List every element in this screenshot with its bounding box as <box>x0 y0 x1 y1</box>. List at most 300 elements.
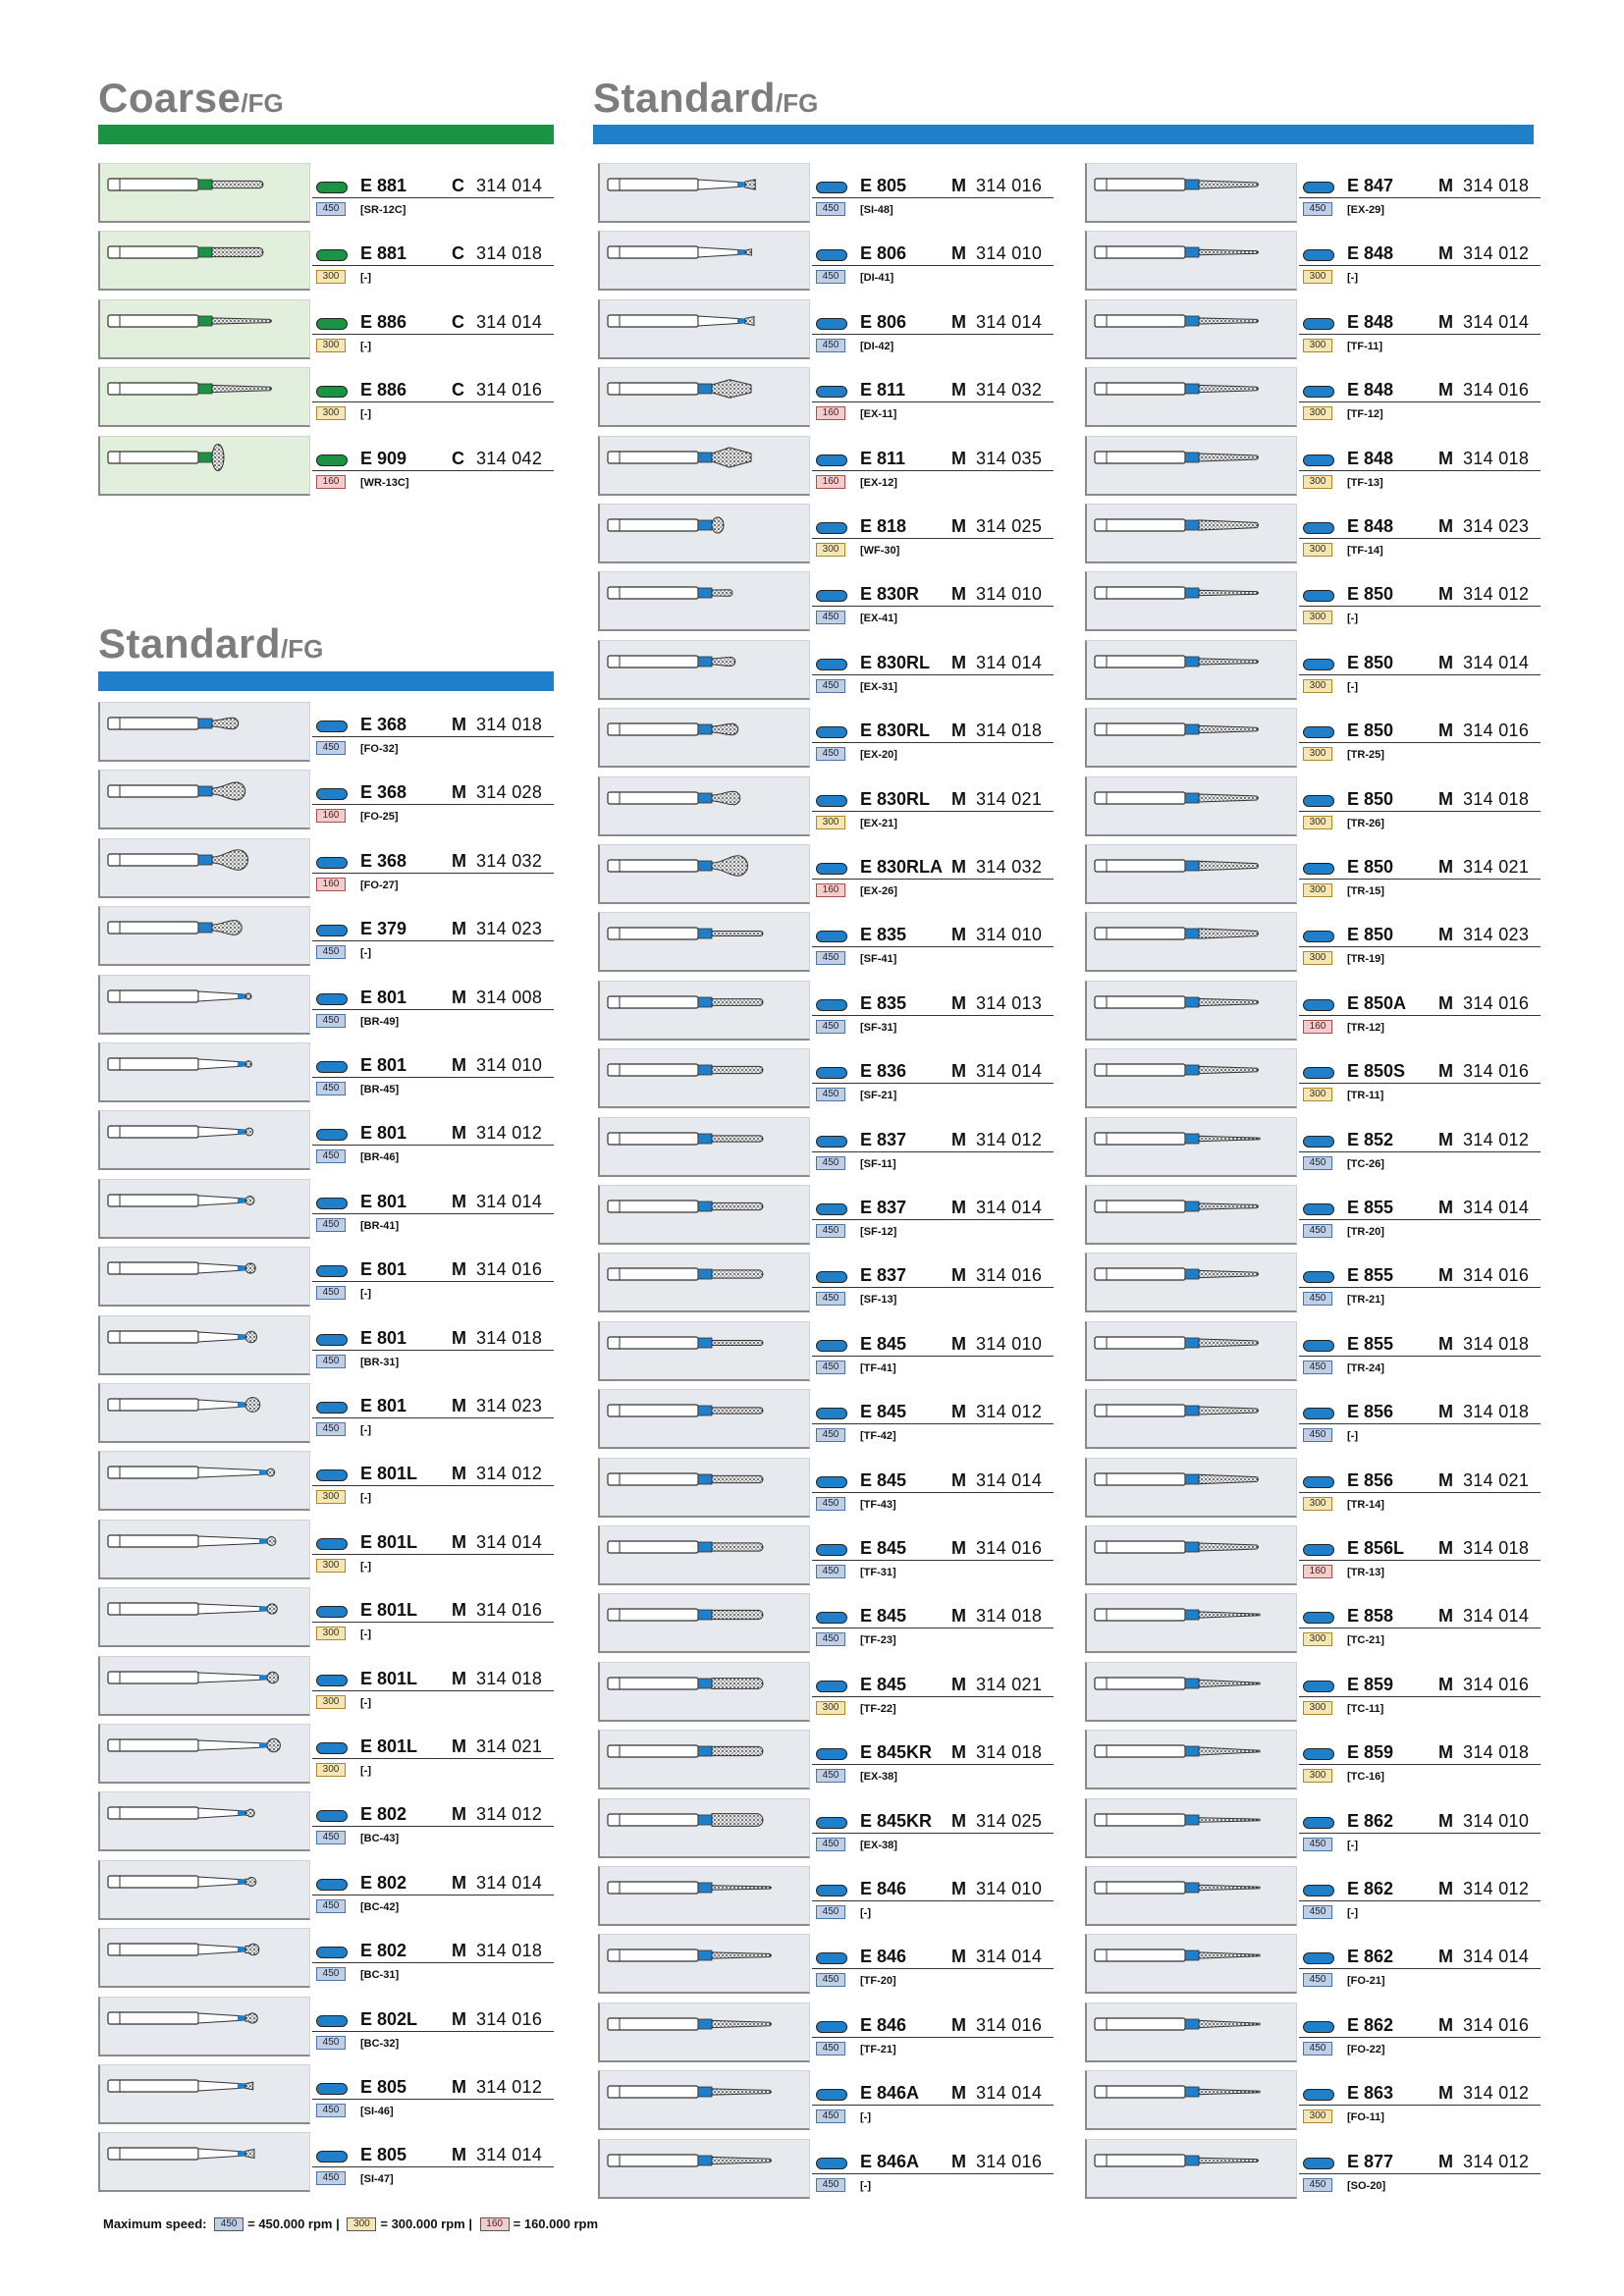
row-divider <box>812 1356 1054 1357</box>
bur-code: E 850A <box>1347 992 1407 1013</box>
iso-code: [SI-47] <box>360 2173 394 2186</box>
bur-ref-number: 314 014 <box>476 311 543 332</box>
bur-row <box>1085 1593 1541 1656</box>
bur-thumbnail <box>98 1315 310 1375</box>
bur-grit: M <box>452 2077 466 2097</box>
bur-drawing <box>1095 1268 1259 1280</box>
bur-code: E 801 <box>360 1055 407 1075</box>
speed-badge: 450 <box>316 1149 346 1163</box>
bur-row <box>598 231 1054 294</box>
bur-code: E 886 <box>360 380 407 400</box>
bur-code: E 835 <box>860 992 907 1013</box>
bur-drawing <box>608 2086 772 2098</box>
row-divider <box>812 1900 1054 1901</box>
bur-icon <box>600 1663 809 1720</box>
bur-icon <box>1087 1867 1296 1924</box>
bur-head <box>1199 794 1259 802</box>
bur-head <box>1199 998 1259 1005</box>
bur-row <box>598 1730 1054 1792</box>
bur-icon <box>600 1935 809 1992</box>
bur-ref-number: 314 018 <box>976 721 1043 741</box>
bur-ref-number: 314 018 <box>1463 1333 1530 1354</box>
coarse-heading <box>98 75 284 122</box>
bur-head <box>1199 250 1259 255</box>
bur-grit: C <box>452 243 464 264</box>
bur-thumbnail <box>1085 844 1297 904</box>
bur-thumbnail <box>598 1185 810 1245</box>
bur-grit: M <box>1438 1810 1453 1831</box>
bur-row <box>1085 231 1541 294</box>
bur-thumbnail <box>1085 1730 1297 1789</box>
speed-badge: 450 <box>1303 202 1332 216</box>
bur-thumbnail <box>1085 776 1297 836</box>
bur-head <box>1199 520 1259 530</box>
bur-row <box>98 1383 554 1446</box>
bur-drawing <box>608 315 754 327</box>
speed-badge: 300 <box>1303 406 1332 420</box>
grit-color-icon <box>816 1408 847 1419</box>
bur-row <box>598 163 1054 226</box>
bur-row <box>1085 1730 1541 1792</box>
iso-code: [TF-23] <box>860 1634 896 1647</box>
bur-grit: M <box>951 1947 966 1967</box>
bur-head <box>245 993 251 999</box>
grit-color-icon <box>1303 1408 1334 1419</box>
bur-drawing <box>608 656 735 667</box>
grit-color-icon <box>1303 659 1334 670</box>
standard-heading-main-title: Standard <box>593 75 777 121</box>
iso-code: [-] <box>1347 272 1358 285</box>
bur-thumbnail <box>1085 640 1297 700</box>
bur-drawing <box>1095 1882 1260 1894</box>
bur-row <box>1085 912 1541 975</box>
row-divider <box>312 1077 554 1078</box>
bur-row <box>598 2002 1054 2065</box>
bur-ref-number: 314 018 <box>476 1668 543 1688</box>
speed-badge: 450 <box>316 1014 346 1028</box>
bur-thumbnail <box>598 776 810 836</box>
grit-color-icon <box>1303 590 1334 602</box>
bur-icon <box>1087 1322 1296 1379</box>
bur-thumbnail <box>598 571 810 631</box>
speed-badge: 450 <box>816 1632 845 1646</box>
speed-badge: 160 <box>316 809 346 823</box>
row-divider <box>812 879 1054 880</box>
row-divider <box>312 1826 554 1827</box>
bur-icon <box>600 2071 809 2128</box>
iso-code: [-] <box>360 1765 371 1777</box>
bur-code: E 846A <box>860 2151 920 2171</box>
bur-drawing <box>1095 928 1259 939</box>
bur-head <box>712 856 748 876</box>
bur-ref-number: 314 018 <box>1463 788 1530 809</box>
bur-row <box>98 975 554 1038</box>
bur-code: E 848 <box>1347 311 1394 332</box>
bur-ref-number: 314 014 <box>1463 1947 1530 1967</box>
row-divider <box>812 401 1054 402</box>
grit-color-icon <box>1303 2021 1334 2033</box>
bur-grit: M <box>951 1674 966 1694</box>
bur-head <box>212 782 245 800</box>
iso-code: [TC-11] <box>1347 1702 1384 1715</box>
row-divider <box>312 2099 554 2100</box>
bur-icon <box>600 1254 809 1310</box>
bur-drawing <box>108 1672 279 1683</box>
bur-thumbnail <box>598 2070 810 2130</box>
grit-color-icon <box>316 318 348 330</box>
bur-code: E 845 <box>860 1606 907 1627</box>
bur-row <box>1085 1866 1541 1929</box>
bur-row <box>1085 1117 1541 1180</box>
iso-code: [SI-46] <box>360 2106 394 2117</box>
speed-badge: 160 <box>816 883 845 897</box>
bur-row <box>1085 1798 1541 1861</box>
bur-row <box>598 299 1054 362</box>
grit-color-icon <box>1303 1612 1334 1624</box>
bur-head <box>712 1611 763 1620</box>
bur-icon <box>600 845 809 902</box>
bur-code: E 802 <box>360 1804 407 1825</box>
grit-color-icon <box>816 1544 847 1556</box>
bur-grit: M <box>951 516 966 536</box>
grit-color-icon <box>1303 1067 1334 1079</box>
grit-color-icon <box>316 2083 348 2095</box>
speed-badge: 450 <box>316 741 346 755</box>
grit-color-icon <box>316 1402 348 1414</box>
row-divider <box>1299 265 1541 266</box>
row-divider <box>1299 1560 1541 1561</box>
bur-drawing <box>108 1058 251 1070</box>
bur-thumbnail <box>598 1253 810 1312</box>
bur-icon <box>600 572 809 629</box>
row-divider <box>1299 1015 1541 1016</box>
bur-code: E 859 <box>1347 1674 1394 1694</box>
bur-head <box>712 1886 772 1890</box>
bur-ref-number: 314 016 <box>1463 2014 1530 2035</box>
iso-code: [TR-19] <box>1347 953 1384 966</box>
bur-code: E 806 <box>860 311 907 332</box>
bur-ref-number: 314 010 <box>976 1333 1043 1354</box>
bur-ref-number: 314 014 <box>1463 652 1530 672</box>
row-divider <box>312 1350 554 1351</box>
iso-code: [TF-12] <box>1347 408 1383 421</box>
bur-head <box>712 998 763 1005</box>
bur-code: E 830RL <box>860 652 931 672</box>
row-divider <box>812 742 1054 743</box>
bur-ref-number: 314 016 <box>976 1265 1043 1286</box>
bur-row <box>98 231 554 294</box>
speed-badge: 450 <box>316 1286 346 1300</box>
bur-drawing <box>1095 1745 1260 1757</box>
speed-badge: 300 <box>1303 1088 1332 1101</box>
row-divider <box>1299 1151 1541 1152</box>
grit-color-icon <box>316 1742 348 1754</box>
row-divider <box>312 1554 554 1555</box>
bur-thumbnail <box>98 1860 310 1920</box>
bur-thumbnail <box>1085 367 1297 427</box>
bur-icon <box>1087 641 1296 698</box>
bur-drawing <box>108 2148 254 2160</box>
grit-color-icon <box>1303 1136 1334 1148</box>
bur-ref-number: 314 016 <box>1463 1265 1530 1286</box>
bur-drawing <box>1095 179 1259 190</box>
bur-code: E 845 <box>860 1333 907 1354</box>
bur-head <box>712 1678 763 1688</box>
row-divider <box>812 1287 1054 1288</box>
bur-icon <box>1087 2003 1296 2060</box>
bur-drawing <box>608 179 755 190</box>
bur-icon <box>100 976 309 1033</box>
bur-code: E 811 <box>860 380 906 400</box>
bur-icon <box>100 1725 309 1782</box>
bur-ref-number: 314 016 <box>1463 721 1530 741</box>
grit-color-icon <box>1303 795 1334 807</box>
grit-color-icon <box>316 1947 348 1958</box>
bur-ref-number: 314 025 <box>976 516 1043 536</box>
bur-row <box>598 1525 1054 1588</box>
bur-ref-number: 314 018 <box>476 1327 543 1348</box>
bur-code: E 846 <box>860 1879 907 1898</box>
bur-row <box>98 1997 554 2059</box>
bur-ref-number: 314 012 <box>976 1129 1043 1149</box>
bur-ref-number: 314 014 <box>976 1947 1043 1967</box>
iso-code: [-] <box>1347 1839 1358 1851</box>
bur-grit: M <box>951 652 966 672</box>
iso-code: [TR-15] <box>1347 885 1384 897</box>
bur-icon <box>600 300 809 357</box>
iso-code: [TC-26] <box>1347 1157 1384 1170</box>
speed-badge: 450 <box>316 1422 346 1436</box>
grit-color-icon <box>1303 931 1334 942</box>
row-divider <box>312 2031 554 2032</box>
grit-color-icon <box>316 1334 348 1346</box>
row-divider <box>812 197 1054 198</box>
bur-thumbnail <box>598 1321 810 1381</box>
bur-grit: C <box>452 311 464 332</box>
bur-ref-number: 314 016 <box>476 1259 543 1280</box>
grit-color-icon <box>816 1340 847 1352</box>
iso-code: [TF-21] <box>860 2043 896 2056</box>
row-divider <box>312 265 554 266</box>
bur-drawing <box>108 383 272 395</box>
bur-icon <box>1087 164 1296 221</box>
row-divider <box>312 940 554 941</box>
bur-icon <box>1087 982 1296 1039</box>
bur-icon <box>100 1316 309 1373</box>
bur-thumbnail <box>598 436 810 496</box>
bur-thumbnail <box>598 231 810 291</box>
bur-drawing <box>608 1541 763 1553</box>
bur-row <box>1085 1662 1541 1725</box>
speed-badge: 450 <box>816 1497 845 1511</box>
iso-code: [EX-12] <box>860 476 897 489</box>
bur-grit: M <box>1438 448 1453 468</box>
bur-drawing <box>108 1331 257 1343</box>
bur-code: E 848 <box>1347 516 1394 536</box>
grit-color-icon <box>816 1817 847 1829</box>
bur-code: E 368 <box>360 850 407 871</box>
bur-code: E 805 <box>360 2145 407 2165</box>
iso-code: [-] <box>360 1696 371 1709</box>
grit-color-icon <box>816 1952 847 1964</box>
bur-head <box>712 448 751 467</box>
bur-head <box>712 1747 763 1756</box>
bur-thumbnail <box>98 975 310 1035</box>
bur-drawing <box>1095 1133 1260 1145</box>
bur-row <box>1085 1321 1541 1384</box>
bur-code: E 830R <box>860 584 920 605</box>
bur-row <box>598 1593 1054 1656</box>
standard-heading-main-suffix: /FG <box>776 88 819 118</box>
bur-thumbnail <box>98 299 310 359</box>
speed-badge: 300 <box>316 270 346 284</box>
bur-row <box>598 2139 1054 2202</box>
bur-icon <box>100 164 309 221</box>
bur-ref-number: 314 018 <box>1463 1538 1530 1558</box>
bur-icon <box>100 1043 309 1100</box>
speed-badge: 300 <box>1303 2109 1332 2123</box>
iso-code: [-] <box>1347 1907 1358 1919</box>
bur-row <box>598 1934 1054 1997</box>
bur-ref-number: 314 028 <box>476 782 543 803</box>
bur-code: E 845 <box>860 1538 907 1558</box>
bur-icon <box>100 300 309 357</box>
bur-grit: M <box>1438 2014 1453 2035</box>
grit-color-icon <box>316 1879 348 1891</box>
row-divider <box>312 1622 554 1623</box>
bur-icon <box>100 1588 309 1645</box>
speed-badge: 300 <box>1303 1701 1332 1715</box>
speed-badge: 450 <box>316 202 346 216</box>
grit-color-icon <box>1303 2158 1334 2169</box>
bur-head <box>1199 1474 1259 1483</box>
coarse-heading-title: Coarse <box>98 75 242 121</box>
bur-icon <box>100 1861 309 1918</box>
speed-badge: 450 <box>816 1428 845 1442</box>
bur-ref-number: 314 012 <box>1463 1129 1530 1149</box>
iso-code: [TC-21] <box>1347 1634 1384 1647</box>
bur-row <box>598 1458 1054 1521</box>
bur-drawing <box>608 1949 772 1961</box>
bur-ref-number: 314 013 <box>976 992 1043 1013</box>
grit-color-icon <box>316 1810 348 1822</box>
speed-badge: 300 <box>1303 475 1332 489</box>
grit-color-icon <box>816 1203 847 1215</box>
iso-code: [-] <box>1347 613 1358 625</box>
coarse-bar <box>98 125 554 144</box>
bur-icon <box>600 232 809 289</box>
row-divider <box>812 1219 1054 1220</box>
bur-grit: M <box>951 1538 966 1558</box>
bur-head <box>1199 659 1259 665</box>
bur-grit: M <box>1438 243 1453 264</box>
row-divider <box>812 1492 1054 1493</box>
speed-badge: 450 <box>816 202 845 216</box>
bur-ref-number: 314 010 <box>976 584 1043 605</box>
speed-badge: 300 <box>1303 611 1332 624</box>
bur-drawing <box>1095 452 1259 463</box>
bur-icon <box>1087 1049 1296 1106</box>
speed-badge: 300 <box>816 816 845 829</box>
bur-grit: M <box>452 850 466 871</box>
bur-row <box>598 1321 1054 1384</box>
bur-code: E 862 <box>1347 1810 1394 1831</box>
bur-icon <box>600 1731 809 1788</box>
bur-ref-number: 314 018 <box>976 1606 1043 1627</box>
bur-grit: M <box>452 1396 466 1415</box>
bur-ref-number: 314 032 <box>976 380 1043 400</box>
bur-thumbnail <box>98 1179 310 1239</box>
bur-thumbnail <box>598 367 810 427</box>
speed-badge: 450 <box>816 1292 845 1306</box>
speed-badge: 450 <box>316 2104 346 2117</box>
bur-row <box>1085 2002 1541 2065</box>
row-divider <box>312 1009 554 1010</box>
bur-row <box>1085 1458 1541 1521</box>
standard-heading-left-suffix: /FG <box>281 634 324 664</box>
bur-ref-number: 314 012 <box>1463 2083 1530 2104</box>
iso-code: [FO-22] <box>1347 2043 1385 2056</box>
iso-code: [BR-45] <box>360 1084 400 1095</box>
bur-head <box>1199 1271 1259 1278</box>
bur-grit: M <box>1438 1674 1453 1694</box>
bur-icon <box>100 2133 309 2190</box>
bur-head <box>1199 726 1259 733</box>
bur-grit: M <box>951 1742 966 1763</box>
bur-head <box>712 1202 763 1209</box>
bur-head <box>1199 2020 1260 2027</box>
speed-legend-text-160: = 160.000 rpm <box>513 2216 599 2232</box>
grit-color-icon <box>816 2021 847 2033</box>
bur-ref-number: 314 010 <box>1463 1810 1530 1831</box>
bur-code: E 846 <box>860 2014 907 2035</box>
speed-badge: 450 <box>816 1905 845 1919</box>
speed-badge: 450 <box>1303 1292 1332 1306</box>
grit-color-icon <box>816 454 847 466</box>
bur-code: E 848 <box>1347 243 1394 264</box>
grit-color-icon <box>816 1271 847 1283</box>
bur-head <box>245 2012 257 2022</box>
bur-ref-number: 314 018 <box>476 1941 543 1961</box>
bur-ref-number: 314 018 <box>1463 448 1530 468</box>
grit-color-icon <box>316 2015 348 2027</box>
bur-grit: M <box>1438 992 1453 1013</box>
bur-drawing <box>108 990 251 1002</box>
bur-code: E 855 <box>1347 1333 1394 1354</box>
bur-thumbnail <box>1085 1185 1297 1245</box>
bur-thumbnail <box>1085 504 1297 563</box>
bur-grit: M <box>1438 1606 1453 1627</box>
bur-ref-number: 314 018 <box>476 715 543 734</box>
bur-grit: M <box>452 2008 466 2029</box>
speed-badge: 450 <box>1303 1905 1332 1919</box>
bur-code: E 886 <box>360 311 407 332</box>
bur-row <box>1085 708 1541 771</box>
row-divider <box>812 2105 1054 2106</box>
bur-grit: M <box>951 1129 966 1149</box>
iso-code: [BR-41] <box>360 1219 400 1232</box>
bur-drawing <box>108 782 245 800</box>
bur-thumbnail <box>598 640 810 700</box>
bur-thumbnail <box>598 2139 810 2199</box>
bur-code: E 837 <box>860 1129 907 1149</box>
speed-badge: 450 <box>1303 1428 1332 1442</box>
bur-grit: M <box>1438 311 1453 332</box>
bur-drawing <box>1095 1949 1260 1961</box>
speed-badge: 450 <box>816 2178 845 2192</box>
bur-thumbnail <box>1085 1458 1297 1518</box>
bur-thumbnail <box>98 367 310 427</box>
